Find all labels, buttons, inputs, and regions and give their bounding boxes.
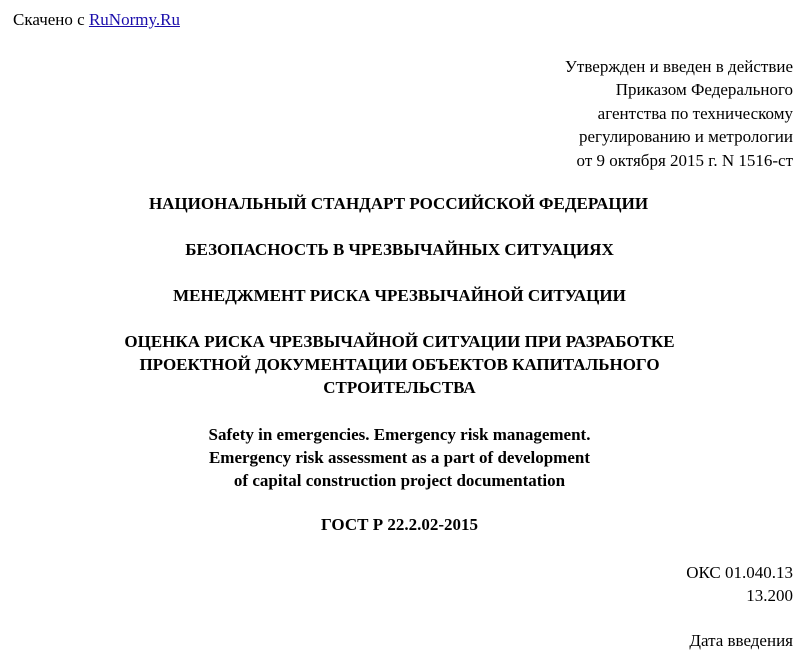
intro-date-label: Дата введения — [689, 631, 793, 650]
source-link[interactable]: RuNormy.Ru — [88, 10, 180, 29]
russian-title-line: ОЦЕНКА РИСКА ЧРЕЗВЫЧАЙНОЙ СИТУАЦИИ ПРИ РАЗРАБОТКЕ — [124, 332, 675, 351]
standard-type-heading: НАЦИОНАЛЬНЫЙ СТАНДАРТ РОССИЙСКОЙ ФЕДЕРАЦИИ — [148, 194, 649, 213]
approval-line: Утвержден и введен в действие — [564, 57, 793, 76]
source-prefix: Скачено с — [13, 10, 85, 29]
classification-codes — [686, 561, 793, 607]
russian-title-line: СТРОИТЕЛЬСТВА — [323, 378, 476, 397]
approval-line: агентства по техническому — [597, 103, 793, 123]
russian-title — [0, 330, 799, 399]
standard-designation: ГОСТ Р 22.2.02-2015 — [321, 515, 478, 534]
approval-block — [565, 55, 793, 172]
approval-line: регулированию и метрологии — [578, 127, 793, 147]
oks-code-secondary: 13.200 — [746, 586, 793, 605]
oks-code: ОКС 01.040.13 — [686, 563, 793, 582]
approval-line: Приказом Федерального — [615, 80, 793, 100]
english-title — [0, 423, 799, 492]
subseries-heading: МЕНЕДЖМЕНТ РИСКА ЧРЕЗВЫЧАЙНОЙ СИТУАЦИИ — [173, 286, 626, 305]
english-title-line: Safety in emergencies. Emergency risk management. — [208, 425, 591, 444]
series-heading: БЕЗОПАСНОСТЬ В ЧРЕЗВЫЧАЙНЫХ СИТУАЦИЯХ — [185, 240, 614, 259]
source-line — [13, 9, 180, 31]
approval-line: от 9 октября 2015 г. N 1516-ст — [576, 150, 793, 170]
russian-title-line: ПРОЕКТНОЙ ДОКУМЕНТАЦИИ ОБЪЕКТОВ КАПИТАЛЬНОГО — [139, 355, 660, 374]
english-title-line: of capital construction project documentation — [233, 471, 566, 490]
english-title-line: Emergency risk assessment as a part of development — [208, 448, 591, 467]
